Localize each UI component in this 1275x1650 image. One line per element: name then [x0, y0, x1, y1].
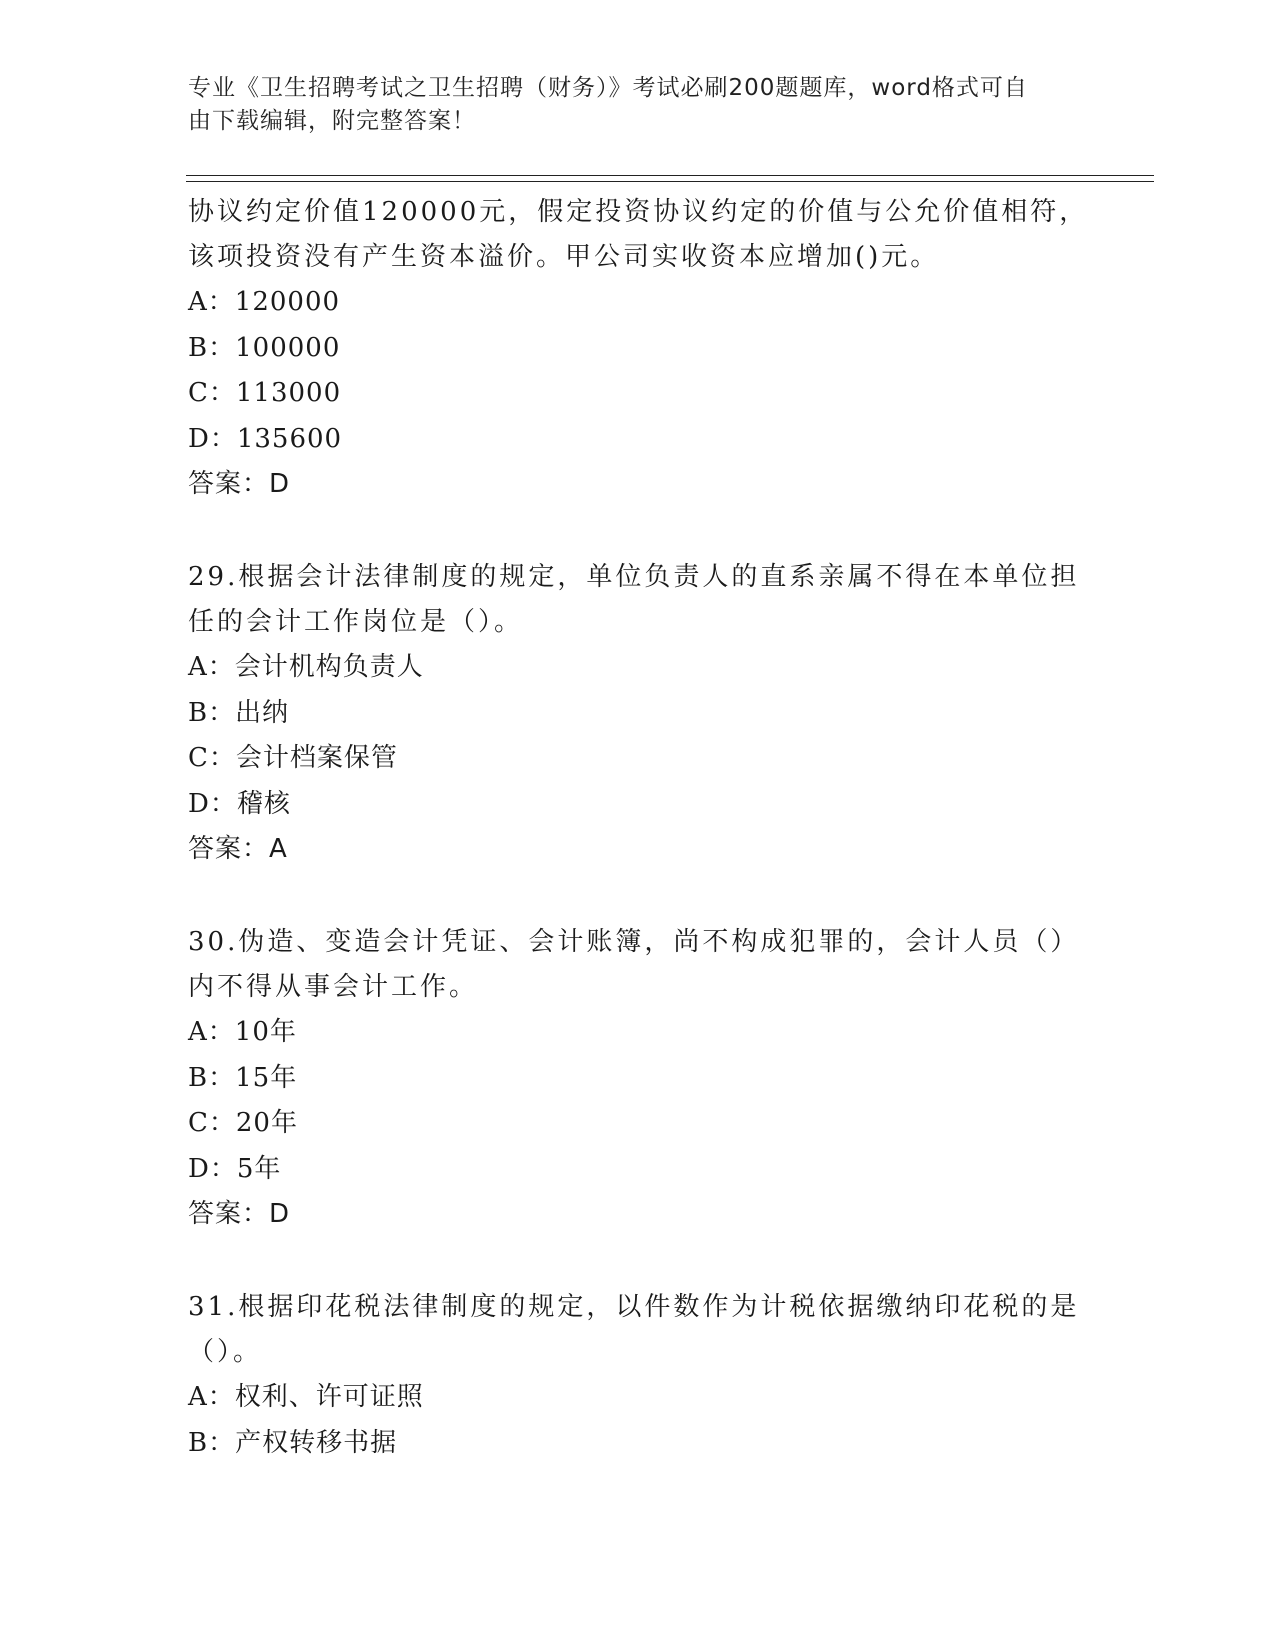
answer-line: 答案：D [188, 1199, 291, 1229]
option-d: D：135600 [188, 423, 343, 454]
option-c: C：113000 [188, 378, 342, 408]
option-b: B：产权转移书据 [188, 1427, 398, 1458]
question-30 [188, 920, 1088, 1237]
option-a: A：权利、许可证照 [188, 1382, 424, 1412]
option-d: D：5年 [188, 1153, 282, 1184]
document-header [188, 72, 1068, 138]
option-c: C：会计档案保管 [188, 743, 398, 773]
answer-line: 答案：A [188, 834, 288, 864]
header-divider-top [186, 175, 1154, 176]
question-text [188, 190, 1088, 280]
option-c: C：20年 [188, 1108, 298, 1138]
question-text [188, 920, 1088, 1010]
header-line-2: 由下载编辑，附完整答案！ [188, 108, 476, 134]
option-b: B：出纳 [188, 697, 290, 728]
option-b: B：100000 [188, 332, 341, 363]
option-a: A：会计机构负责人 [188, 652, 424, 682]
question-line: 协议约定价值120000元，假定投资协议约定的价值与公允价值相符， [188, 197, 1089, 227]
question-line: 该项投资没有产生资本溢价。甲公司实收资本应增加()元。 [188, 242, 940, 272]
question-line: 31.根据印花税法律制度的规定，以件数作为计税依据缴纳印花税的是 [188, 1292, 1080, 1322]
question-31 [188, 1285, 1088, 1466]
document-body [188, 190, 1088, 1514]
option-d: D：稽核 [188, 788, 291, 819]
header-divider-bottom [186, 181, 1154, 182]
question-continuation [188, 190, 1088, 507]
question-text [188, 1285, 1088, 1375]
option-a: A：10年 [188, 1017, 297, 1047]
question-line: 30.伪造、变造会计凭证、会计账簿，尚不构成犯罪的，会计人员（） [188, 927, 1080, 957]
answer-line: 答案：D [188, 469, 291, 499]
option-b: B：15年 [188, 1062, 298, 1093]
header-line-1: 专业《卫生招聘考试之卫生招聘（财务）》考试必刷200题题库，word格式可自 [188, 75, 1028, 101]
question-line: 任的会计工作岗位是（）。 [188, 607, 524, 637]
question-line: 29.根据会计法律制度的规定，单位负责人的直系亲属不得在本单位担 [188, 562, 1080, 592]
question-line: （）。 [188, 1337, 263, 1367]
option-a: A：120000 [188, 287, 341, 317]
question-29 [188, 555, 1088, 872]
question-text [188, 555, 1088, 645]
question-line: 内不得从事会计工作。 [188, 972, 479, 1002]
